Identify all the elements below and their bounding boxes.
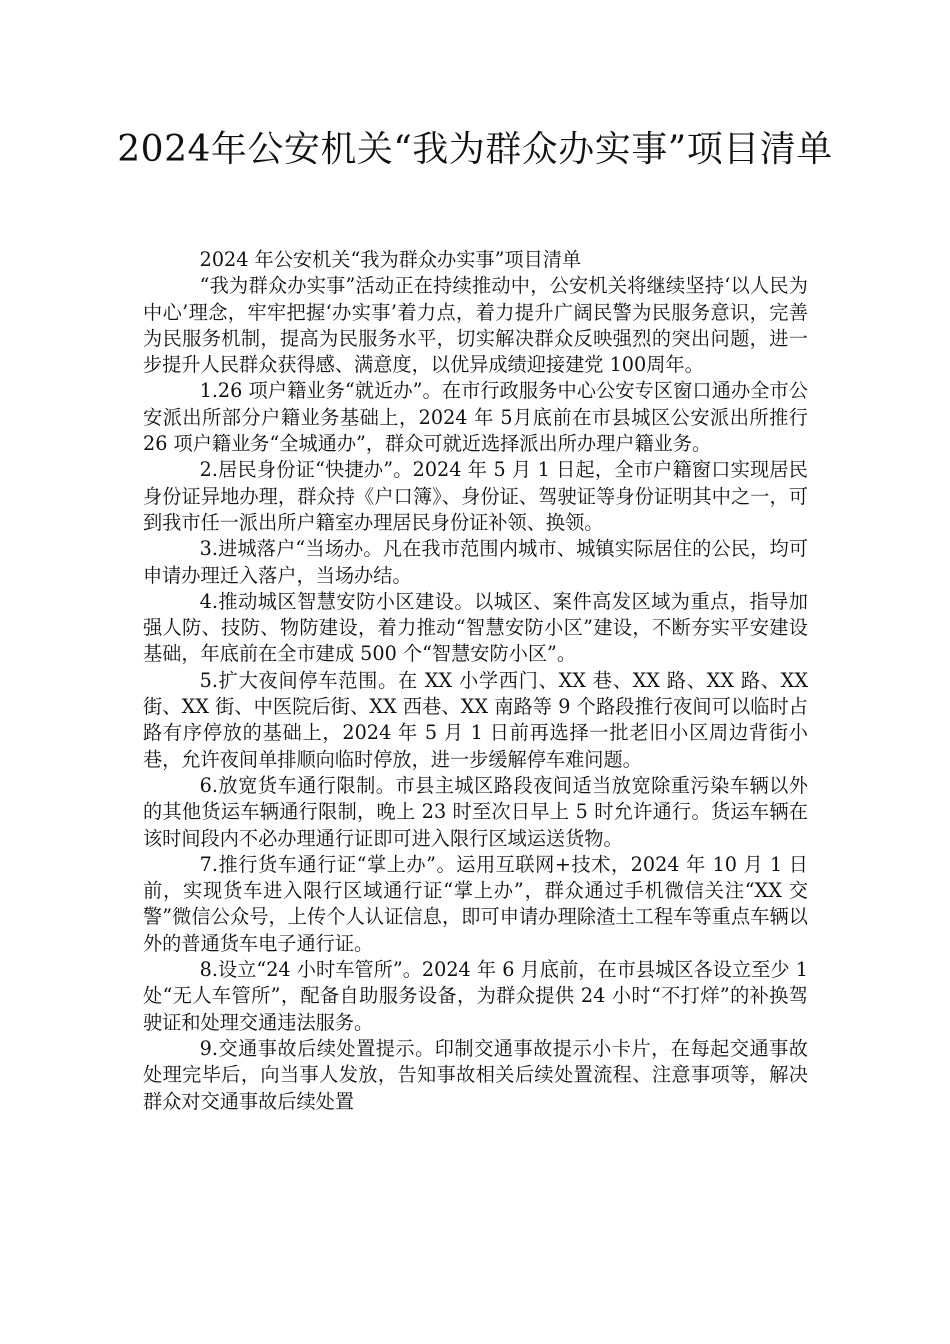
- body-paragraph-item-1: 1.26 项户籍业务“就近办”。在市行政服务中心公安专区窗口通办全市公安派出所部分户籍业务基础上，2024 年 5月底前在市县城区公安派出所推行 26 项户籍业务“全城通办”，群众可就近选择派出所办理户籍业务。: [143, 379, 808, 456]
- body-paragraph-item-4: 4.推动城区智慧安防小区建设。以城区、案件高发区域为重点，指导加强人防、技防、物防建设，着力推动“智慧安防小区”建设，不断夯实平安建设基础，年底前在全市建成 500 个“智慧安防小区”。: [143, 589, 808, 666]
- document-title: 2024年公安机关“我为群众办实事”项目清单: [117, 129, 833, 170]
- body-paragraph-subtitle: 2024 年公安机关“我为群众办实事”项目清单: [199, 248, 582, 271]
- body-paragraph-item-5: 5.扩大夜间停车范围。在 XX 小学西门、XX 巷、XX 路、XX 路、XX 街、XX 街、中医院后街、XX 西巷、XX 南路等 9 个路段推行夜间可以临时占路有序停放的基础上，2024 年 5 月 1 日前再选择一批老旧小区周边背街小巷，允许夜间单排顺向临时停放，进一步缓解停车难问题。: [143, 668, 808, 771]
- body-paragraph-item-8: 8.设立“24 小时车管所”。2024 年 6 月底前，在市县城区各设立至少 1 处“无人车管所”，配备自助服务设备，为群众提供 24 小时“不打烊”的补换驾驶证和处理交通违法服务。: [143, 958, 808, 1034]
- body-paragraph-item-2: 2.居民身份证“快捷办”。2024 年 5 月 1 日起，全市户籍窗口实现居民身份证异地办理，群众持《户口簿》、身份证、驾驶证等身份证明其中之一，可到我市任一派出所户籍室办理居民身份证补领、换领。: [143, 458, 808, 534]
- body-paragraph-item-9: 9.交通事故后续处置提示。印制交通事故提示小卡片，在每起交通事故处理完毕后，向当事人发放，告知事故相关后续处置流程、注意事项等，解决群众对交通事故后续处置: [143, 1036, 808, 1113]
- body-paragraph-item-3: 3.进城落户“当场办。凡在我市范围内城市、城镇实际居住的公民，均可申请办理迁入落户，当场办结。: [143, 537, 808, 587]
- body-paragraph-item-7: 7.推行货车通行证“掌上办”。运用互联网+技术，2024 年 10 月 1 日前，实现货车进入限行区域通行证“掌上办”，群众通过手机微信关注“XX 交警”微信公众号，上传个人认证信息，即可申请办理除渣土工程车等重点车辆以外的普通货车电子通行证。: [143, 852, 808, 955]
- body-paragraph-item-6: 6.放宽货车通行限制。市县主城区路段夜间适当放宽除重污染车辆以外的其他货运车辆通行限制，晚上 23 时至次日早上 5 时允许通行。货运车辆在该时间段内不必办理通行证即可进入限行区域运送货物。: [143, 773, 808, 850]
- document-body: [143, 247, 808, 1115]
- body-paragraph-intro: “我为群众办实事”活动正在持续推动中，公安机关将继续坚持‘以人民为中心’理念，牢牢把握‘办实事’着力点，着力提升广阔民警为民服务意识，完善为民服务机制，提高为民服务水平，切实解决群众反映强烈的突出问题，进一步提升人民群众获得感、满意度，以优异成绩迎接建党 100周年。: [143, 274, 808, 377]
